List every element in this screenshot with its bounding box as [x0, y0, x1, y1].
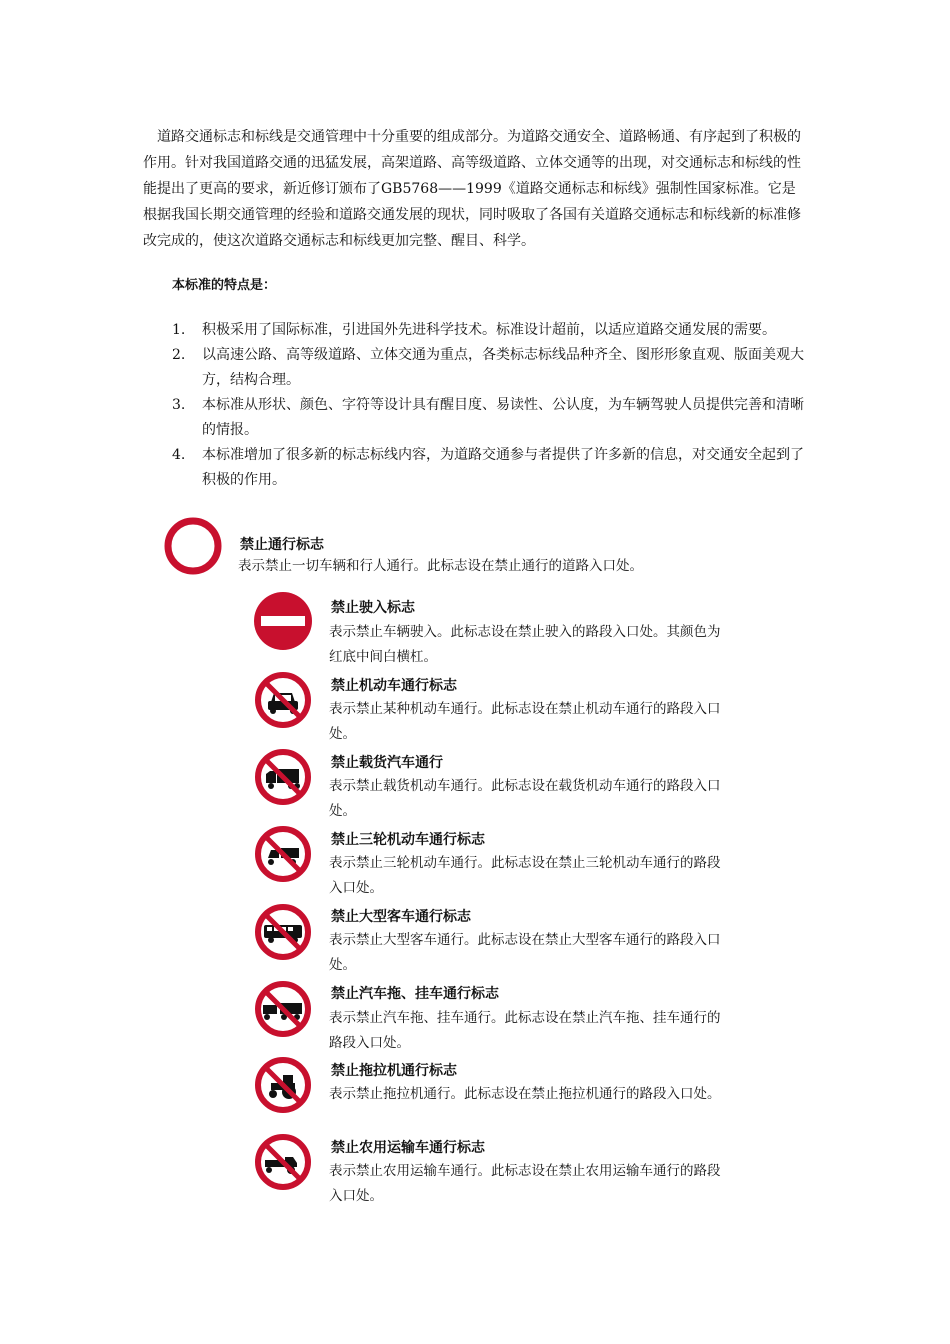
no-farm-vehicle-icon [253, 1132, 313, 1192]
feature-text: 以高速公路、高等级道路、立体交通为重点，各类标志标线品种齐全、图形形象直观、版面美观大方，结构合理。 [202, 347, 804, 388]
sign-description: 表示禁止车辆驶入。此标志设在禁止驶入的路段入口处。其颜色为红底中间白横杠。 [329, 624, 721, 665]
feature-item [172, 318, 808, 343]
no-entry-ring-icon [163, 516, 223, 576]
feature-number: 3. [172, 397, 186, 413]
no-entry-bar-icon [253, 591, 313, 651]
sign-description: 表示禁止某种机动车通行。此标志设在禁止机动车通行的路段入口处。 [329, 701, 721, 742]
feature-text: 本标准从形状、颜色、字符等设计具有醒目度、易读性、公认度，为车辆驾驶人员提供完善和清晰的情报。 [202, 397, 804, 438]
feature-item [172, 443, 808, 493]
sign-description: 表示禁止一切车辆和行人通行。此标志设在禁止通行的道路入口处。 [238, 558, 643, 574]
features-list [172, 318, 808, 493]
sign-title: 禁止大型客车通行标志 [331, 909, 471, 925]
sign-title: 禁止通行标志 [240, 537, 324, 553]
intro-paragraph: 道路交通标志和标线是交通管理中十分重要的组成部分。为道路交通安全、道路畅通、有序起到了积极的作用。针对我国道路交通的迅猛发展，高架道路、高等级道路、立体交通等的出现，对交通标志和标线的性能提出了更高的要求，新近修订颁布了GB5768——1999《道路交通标志和标线》强制性国家标准。它是根据我国长期交通管理的经验和道路交通发展的现状，同时吸取了各国有关道路交通标志和标线新的标准修改完成的，使这次道路交通标志和标线更加完整、醒目、科学。 [143, 129, 801, 249]
sign-description: 表示禁止载货机动车通行。此标志设在载货机动车通行的路段入口处。 [329, 778, 721, 819]
sign-description: 表示禁止大型客车通行。此标志设在禁止大型客车通行的路段入口处。 [329, 932, 721, 973]
feature-number: 2. [172, 347, 186, 363]
sign-description: 表示禁止拖拉机通行。此标志设在禁止拖拉机通行的路段入口处。 [329, 1086, 721, 1102]
features-heading: 本标准的特点是： [172, 278, 277, 293]
feature-item [172, 393, 808, 443]
feature-text: 积极采用了国际标准，引进国外先进科学技术。标准设计超前，以适应道路交通发展的需要。 [202, 322, 776, 338]
sign-title: 禁止载货汽车通行 [331, 755, 443, 771]
feature-item [172, 343, 808, 393]
no-tricycle-icon [253, 824, 313, 884]
feature-number: 1. [172, 322, 186, 338]
sign-title: 禁止三轮机动车通行标志 [331, 832, 485, 848]
sign-description: 表示禁止汽车拖、挂车通行。此标志设在禁止汽车拖、挂车通行的路段入口处。 [329, 1010, 721, 1051]
sign-description: 表示禁止农用运输车通行。此标志设在禁止农用运输车通行的路段入口处。 [329, 1163, 721, 1204]
sign-description: 表示禁止三轮机动车通行。此标志设在禁止三轮机动车通行的路段入口处。 [329, 855, 721, 896]
feature-text: 本标准增加了很多新的标志标线内容，为道路交通参与者提供了许多新的信息，对交通安全起到了积极的作用。 [202, 447, 804, 488]
sign-title: 禁止拖拉机通行标志 [331, 1063, 457, 1079]
sign-title: 禁止驶入标志 [331, 600, 415, 616]
no-bus-icon [253, 902, 313, 962]
sign-title: 禁止汽车拖、挂车通行标志 [331, 986, 499, 1002]
sign-title: 禁止机动车通行标志 [331, 678, 457, 694]
sign-title: 禁止农用运输车通行标志 [331, 1140, 485, 1156]
feature-number: 4. [172, 447, 186, 463]
no-truck-icon [253, 747, 313, 807]
no-tractor-icon [253, 1055, 313, 1115]
no-motor-vehicle-icon [253, 670, 313, 730]
no-trailer-icon [253, 979, 313, 1039]
